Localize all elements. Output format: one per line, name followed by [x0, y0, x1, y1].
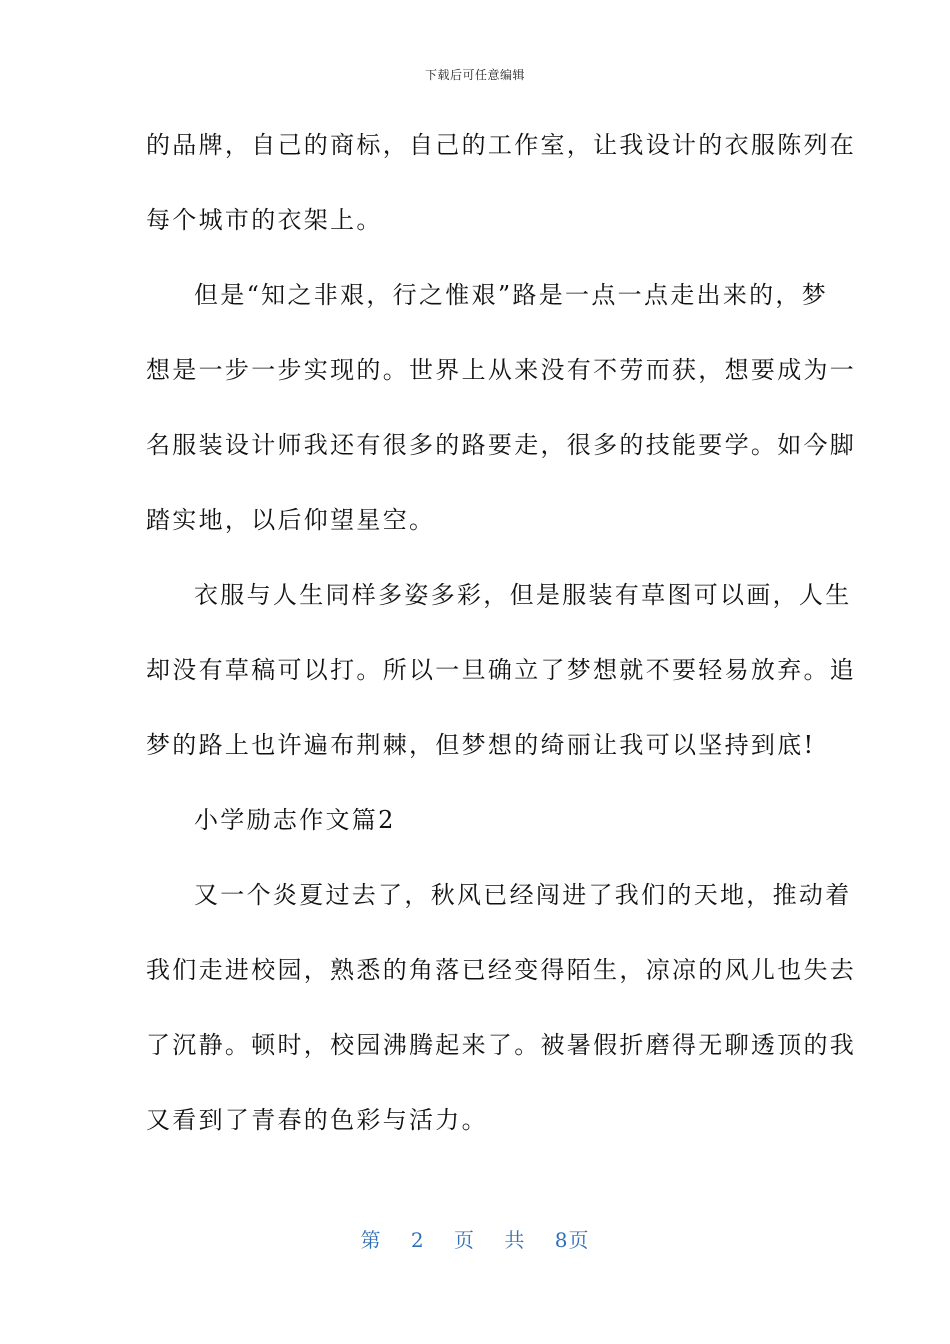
text-line: 每个城市的衣架上。 — [146, 206, 383, 234]
document-body — [146, 118, 857, 1168]
footer-total-pages: 8页 — [554, 1228, 590, 1252]
text-line: 想是一步一步实现的。世界上从来没有不劳而获，想要成为一 — [146, 356, 857, 384]
page-header-note: 下载后可任意编辑 — [424, 68, 525, 82]
text-line: 又看到了青春的色彩与活力。 — [146, 1106, 488, 1134]
text-line: 了沉静。顿时，校园沸腾起来了。被暑假折磨得无聊透顶的我 — [146, 1031, 857, 1059]
paragraph-start: 但是“知之非艰，行之惟艰”路是一点一点走出来的，梦 — [194, 281, 829, 309]
text-line: 踏实地，以后仰望星空。 — [146, 506, 436, 534]
text-line: 却没有草稿可以打。所以一旦确立了梦想就不要轻易放弃。追 — [146, 656, 857, 684]
text-line: 名服装设计师我还有很多的路要走，很多的技能要学。如今脚 — [146, 431, 857, 459]
footer-word-di: 第 — [360, 1228, 382, 1252]
footer-current-page: 2 — [410, 1228, 425, 1252]
text-line: 的品牌，自己的商标，自己的工作室，让我设计的衣服陈列在 — [146, 131, 857, 159]
section-heading: 小学励志作文篇2 — [194, 806, 396, 834]
paragraph-start: 衣服与人生同样多姿多彩，但是服装有草图可以画，人生 — [194, 581, 852, 609]
text-line: 梦的路上也许遍布荆棘，但梦想的绮丽让我可以坚持到底! — [146, 731, 816, 759]
paragraph-start: 又一个炎夏过去了，秋风已经闯进了我们的天地，推动着 — [194, 881, 852, 909]
footer-word-ye: 页 — [454, 1228, 475, 1252]
page-footer — [0, 1224, 950, 1253]
text-line: 我们走进校园，熟悉的角落已经变得陌生，凉凉的风儿也失去 — [146, 956, 857, 984]
footer-word-gong: 共 — [504, 1228, 526, 1252]
